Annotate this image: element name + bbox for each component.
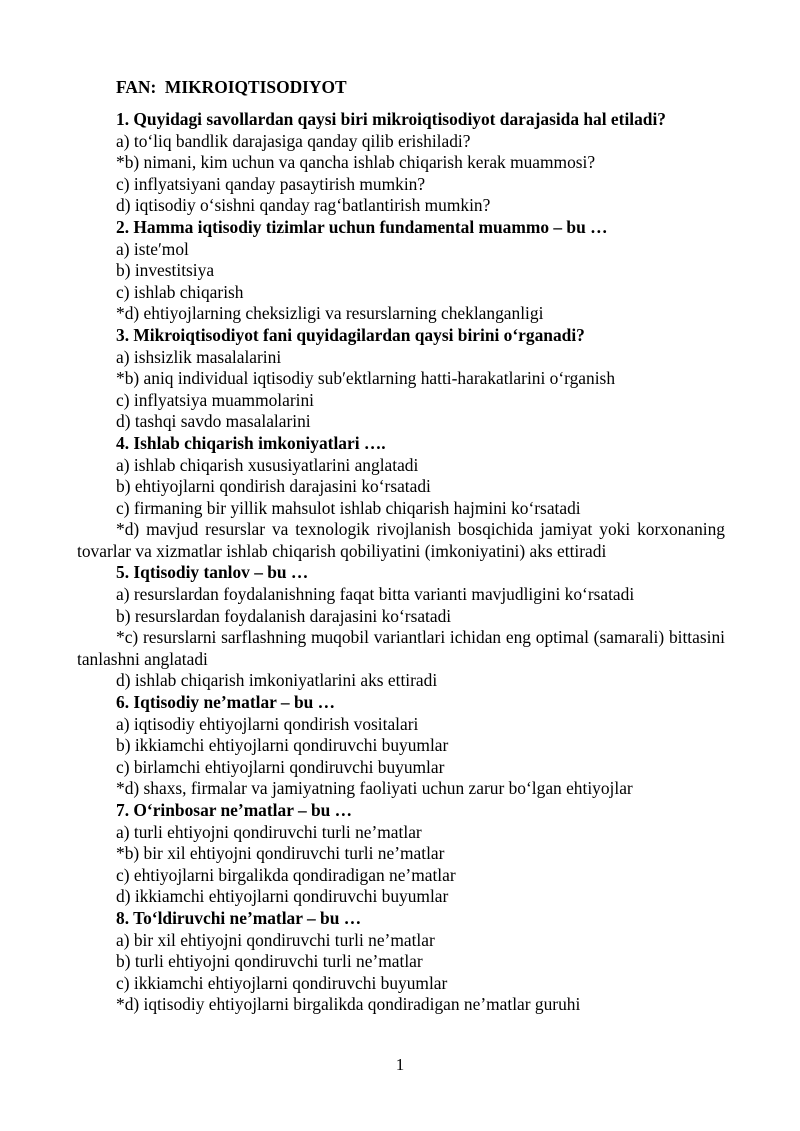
option-1b: *b) nimani, kim uchun va qancha ishlab chiqarish kerak muammosi? bbox=[116, 152, 596, 173]
option-2c: c) ishlab chiqarish bbox=[116, 281, 244, 302]
option-6a: a) iqtisodiy ehtiyojlarni qondirish vositalari bbox=[116, 713, 419, 734]
option-3b: *b) aniq individual iqtisodiy subʹektlarning hatti-harakatlarini o‘rganish bbox=[116, 368, 616, 389]
option-2b: b) investitsiya bbox=[116, 260, 215, 281]
option-8c: c) ikkiamchi ehtiyojlarni qondiruvchi buyumlar bbox=[116, 972, 448, 993]
option-2d: *d) ehtiyojlarning cheksizligi va resurslarning cheklanganligi bbox=[116, 303, 544, 324]
question-4: 4. Ishlab chiqarish imkoniyatlari …. bbox=[116, 432, 386, 453]
page-title: FAN: MIKROIQTISODIYOT bbox=[116, 77, 347, 97]
option-6b: b) ikkiamchi ehtiyojlarni qondiruvchi buyumlar bbox=[116, 735, 449, 756]
option-3d: d) tashqi savdo masalalarini bbox=[116, 411, 311, 432]
question-7: 7. O‘rinbosar ne’matlar – bu … bbox=[116, 800, 353, 820]
question-3: 3. Mikroiqtisodiyot fani quyidagilardan qaysi birini o‘rganadi? bbox=[116, 324, 585, 345]
option-1d: d) iqtisodiy o‘sishni qanday rag‘batlantirish mumkin? bbox=[116, 195, 491, 216]
question-5: 5. Iqtisodiy tanlov – bu … bbox=[116, 562, 309, 583]
option-7b: *b) bir xil ehtiyojni qondiruvchi turli ne’matlar bbox=[116, 843, 445, 864]
option-7d: d) ikkiamchi ehtiyojlarni qondiruvchi buyumlar bbox=[116, 886, 449, 907]
option-3c: c) inflyatsiya muammolarini bbox=[116, 389, 315, 410]
question-8: 8. To‘ldiruvchi ne’matlar – bu … bbox=[116, 907, 362, 928]
option-8d: *d) iqtisodiy ehtiyojlarni birgalikda qondiradigan ne’matlar guruhi bbox=[116, 994, 581, 1015]
option-4a: a) ishlab chiqarish xususiyatlarini anglatadi bbox=[116, 454, 419, 475]
option-8b: b) turli ehtiyojni qondiruvchi turli ne’matlar bbox=[116, 951, 423, 972]
option-7c: c) ehtiyojlarni birgalikda qondiradigan ne’matlar bbox=[116, 864, 456, 885]
option-1c: c) inflyatsiyani qanday pasaytirish mumkin? bbox=[116, 173, 426, 194]
option-5a: a) resurslardan foydalanishning faqat bitta varianti mavjudligini ko‘rsatadi bbox=[116, 584, 635, 605]
option-4c: c) firmaning bir yillik mahsulot ishlab chiqarish hajmini ko‘rsatadi bbox=[116, 497, 581, 518]
page-number: 1 bbox=[395, 1055, 405, 1074]
question-1: 1. Quyidagi savollardan qaysi biri mikroiqtisodiyot darajasida hal etiladi? bbox=[116, 109, 666, 129]
option-4d: *d) mavjud resurslar va texnologik rivojlanish bosqichida jamiyat yoki korxonaning tovarlar va xizmatlar ishlab chiqarish qobiliyatini (imkoniyatini) aks ettiradi bbox=[77, 519, 725, 561]
option-6c: c) birlamchi ehtiyojlarni qondiruvchi buyumlar bbox=[116, 756, 445, 777]
option-5b: b) resurslardan foydalanish darajasini ko‘rsatadi bbox=[116, 605, 452, 626]
option-4b: b) ehtiyojlarni qondirish darajasini ko‘rsatadi bbox=[116, 476, 431, 497]
question-list bbox=[77, 109, 725, 1016]
option-2a: a) isteʹmol bbox=[116, 238, 189, 259]
option-5d: d) ishlab chiqarish imkoniyatlarini aks ettiradi bbox=[116, 670, 438, 691]
option-5c: *c) resurslarni sarflashning muqobil variantlari ichidan eng optimal (samarali) bittasini tanlashni anglatadi bbox=[77, 627, 725, 669]
option-7a: a) turli ehtiyojni qondiruvchi turli ne’matlar bbox=[116, 821, 422, 842]
option-6d: *d) shaxs, firmalar va jamiyatning faoliyati uchun zarur bo‘lgan ehtiyojlar bbox=[116, 778, 633, 799]
question-6: 6. Iqtisodiy ne’matlar – bu … bbox=[116, 692, 336, 713]
option-3a: a) ishsizlik masalalarini bbox=[116, 346, 282, 367]
option-1a: a) to‘liq bandlik darajasiga qanday qilib erishiladi? bbox=[116, 130, 471, 151]
option-8a: a) bir xil ehtiyojni qondiruvchi turli ne’matlar bbox=[116, 929, 435, 950]
question-2: 2. Hamma iqtisodiy tizimlar uchun fundamental muammo – bu … bbox=[116, 216, 608, 237]
